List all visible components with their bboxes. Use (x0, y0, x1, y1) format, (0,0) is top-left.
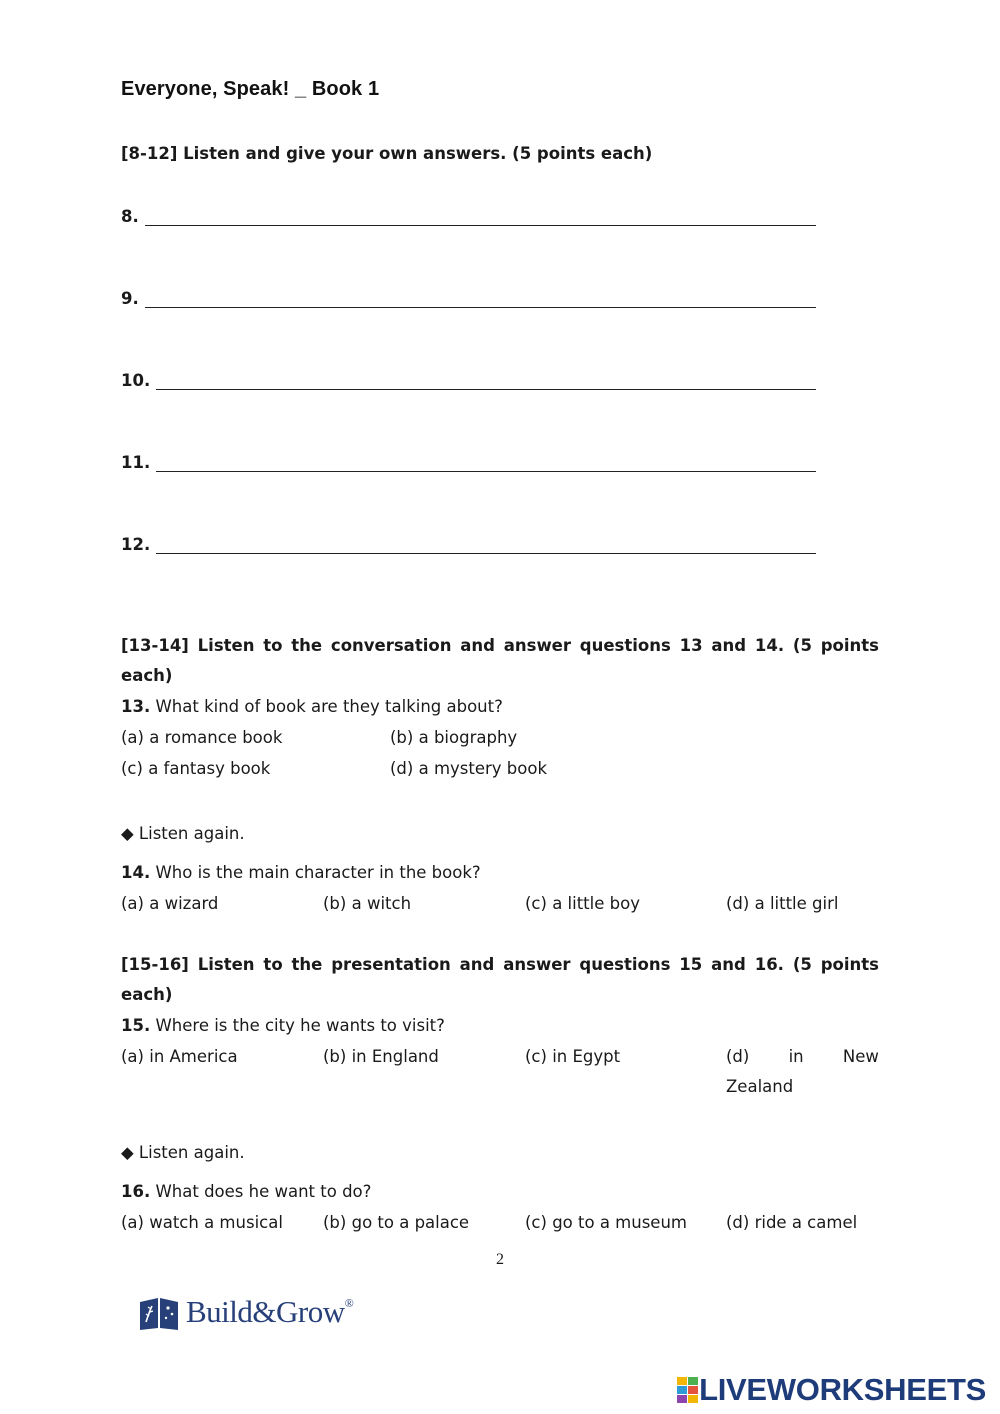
option-14-a[interactable]: (a) a wizard (121, 894, 219, 913)
liveworksheets-logo-text: LIVEWORKSHEETS (699, 1372, 986, 1407)
question-number: 13. (121, 697, 151, 716)
question-number: 11. (121, 453, 151, 472)
option-15-b[interactable]: (b) in England (323, 1047, 439, 1066)
question-13 (121, 692, 503, 722)
question-number: 10. (121, 371, 151, 390)
option-15-c[interactable]: (c) in Egypt (525, 1047, 621, 1066)
question-text: What kind of book are they talking about? (155, 697, 503, 716)
question-15 (121, 1011, 445, 1041)
question-number: 14. (121, 863, 151, 882)
option-13-d[interactable]: (d) a mystery book (390, 759, 548, 778)
question-number: 16. (121, 1182, 151, 1201)
section-instruction-13-14: [13-14] Listen to the conversation and answer questions 13 and 14. (5 points each) (121, 636, 879, 685)
publisher-logo (138, 1292, 353, 1332)
answer-line[interactable] (145, 293, 816, 308)
answer-row-8 (121, 207, 816, 226)
question-text: What does he want to do? (155, 1182, 372, 1201)
option-14-b[interactable]: (b) a witch (323, 894, 412, 913)
option-15-d[interactable]: (d) in New Zealand (726, 1047, 879, 1096)
answer-row-10 (121, 371, 816, 390)
liveworksheets-blocks-icon (677, 1377, 699, 1403)
section-instruction-15-16: [15-16] Listen to the presentation and answer questions 15 and 16. (5 points each) (121, 955, 879, 1004)
question-14 (121, 858, 481, 888)
option-14-d[interactable]: (d) a little girl (726, 894, 839, 913)
option-13-c[interactable]: (c) a fantasy book (121, 759, 271, 778)
answer-line[interactable] (156, 457, 816, 472)
option-16-a[interactable]: (a) watch a musical (121, 1213, 283, 1232)
section-instruction-8-12: [8-12] Listen and give your own answers. (5 points each) (121, 144, 653, 163)
option-14-c[interactable]: (c) a little boy (525, 894, 640, 913)
listen-again-note: ◆ Listen again. (121, 1143, 245, 1162)
option-16-d[interactable]: (d) ride a camel (726, 1213, 858, 1232)
question-number: 12. (121, 535, 151, 554)
answer-row-11 (121, 453, 816, 472)
answer-row-12 (121, 535, 816, 554)
page-number: 2 (496, 1251, 504, 1268)
question-text: Where is the city he wants to visit? (155, 1016, 445, 1035)
publisher-logo-text: Build&Grow® (186, 1294, 354, 1329)
page-title: Everyone, Speak! _ Book 1 (121, 78, 380, 100)
answer-line[interactable] (145, 211, 816, 226)
answer-line[interactable] (156, 539, 816, 554)
open-book-icon (138, 1292, 180, 1332)
answer-line[interactable] (156, 375, 816, 390)
question-number: 15. (121, 1016, 151, 1035)
option-16-b[interactable]: (b) go to a palace (323, 1213, 470, 1232)
option-15-a[interactable]: (a) in America (121, 1047, 238, 1066)
option-16-c[interactable]: (c) go to a museum (525, 1213, 687, 1232)
option-13-b[interactable]: (b) a biography (390, 728, 518, 747)
listen-again-note: ◆ Listen again. (121, 824, 245, 843)
answer-row-9 (121, 289, 816, 308)
question-text: Who is the main character in the book? (155, 863, 481, 882)
question-number: 8. (121, 207, 139, 226)
option-13-a[interactable]: (a) a romance book (121, 728, 283, 747)
question-16 (121, 1177, 371, 1207)
question-number: 9. (121, 289, 139, 308)
liveworksheets-logo (677, 1372, 986, 1408)
